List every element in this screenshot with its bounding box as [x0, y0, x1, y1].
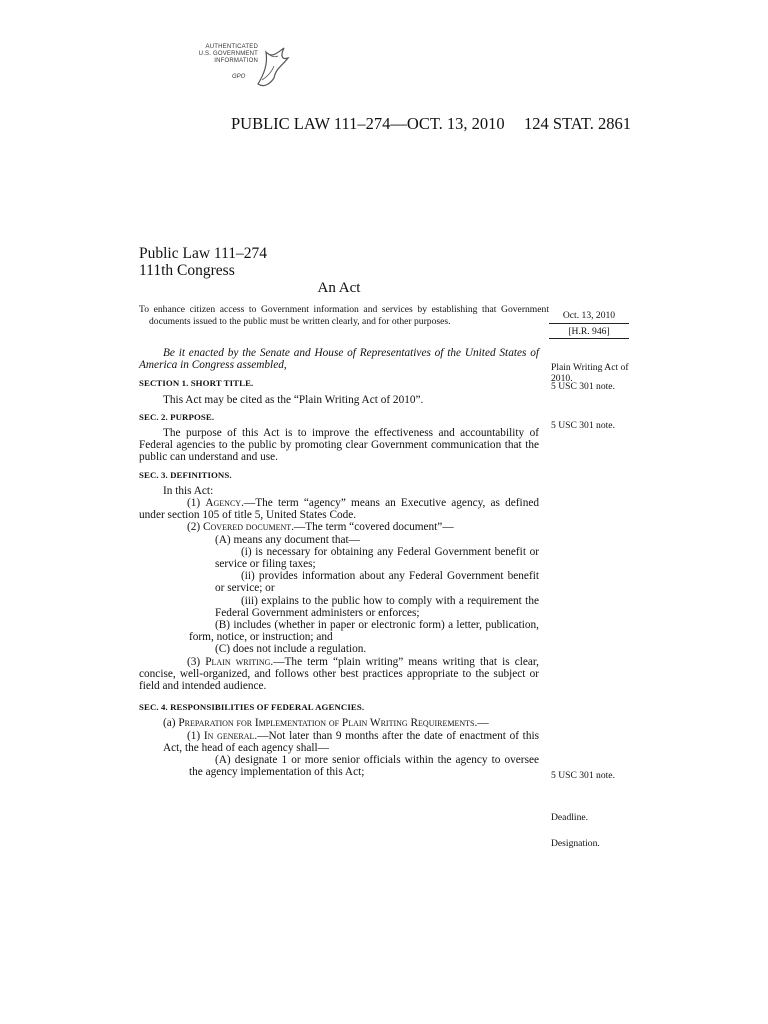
def-3-text: .—The term “plain writing” means writing that is clear, concise, well-organized, and follows other best practices appropriate to the subject or field and intended audience. — [139, 655, 540, 693]
section-3-heading: SEC. 3. DEFINITIONS. — [139, 469, 232, 480]
logo-line-1: AUTHENTICATED — [205, 44, 258, 50]
enactment-date: Oct. 13, 2010 — [562, 310, 616, 321]
def-2-a: (A) means any document that— — [215, 533, 360, 546]
section-2-text: The purpose of this Act is to improve the effectiveness and accountability of Federal agencies to the public by promoting clear Government communication that the public can understand and use. — [139, 427, 539, 464]
def-1-number: (1) — [187, 497, 206, 510]
margin-note-deadline: Deadline. — [551, 812, 589, 823]
sec-4-1-number: (1) — [187, 729, 204, 742]
logo-line-3: INFORMATION — [214, 58, 258, 64]
def-2-a-ii: (ii) provides information about any Federal Government benefit or service; or — [215, 570, 539, 595]
def-3-number: (3) — [187, 655, 206, 668]
act-purpose: To enhance citizen access to Government information and services by establishing that Government documents issued to the public must be written clearly, and for other purposes. — [139, 304, 549, 327]
sec-4-a-term: Preparation for Implementation of Plain Writing Requirements — [178, 717, 475, 730]
section-4-heading: SEC. 4. RESPONSIBILITIES OF FEDERAL AGENCIES. — [139, 702, 365, 713]
running-header-left: PUBLIC LAW 111–274—OCT. 13, 2010 — [231, 114, 505, 133]
logo-line-2: U.S. GOVERNMENT — [198, 51, 258, 57]
eagle-icon — [254, 44, 290, 90]
section-1-text: This Act may be cited as the “Plain Writing Act of 2010”. — [163, 393, 424, 406]
section-4-a-1 — [139, 730, 539, 754]
margin-note-usc-2: 5 USC 301 note. — [551, 420, 615, 431]
sec-4-a-number: (a) — [163, 717, 179, 730]
definition-plain-writing — [139, 656, 539, 693]
margin-note-designation: Designation. — [551, 838, 600, 849]
gpo-authentication-logo — [188, 44, 292, 94]
running-header-right: 124 STAT. 2861 — [524, 114, 632, 133]
act-body — [139, 347, 539, 779]
enacting-clause: Be it enacted by the Senate and House of Representatives of the United States of America in Congress assembled, — [139, 347, 539, 372]
bill-number: [H.R. 946] — [568, 326, 610, 337]
margin-note-short-title: Plain Writing Act of 2010. — [551, 362, 629, 384]
def-1-text: .—The term “agency” means an Executive agency, as defined under section 105 of title 5, United States Code. — [139, 497, 539, 522]
def-2-term: Covered document — [203, 521, 292, 534]
def-2-b: (B) includes (whether in paper or electronic form) a letter, publication, form, notice, or instruction; and — [189, 619, 539, 644]
def-2-a-i: (i) is necessary for obtaining any Federal Government benefit or service or filing taxes; — [215, 545, 539, 571]
definition-covered-document — [139, 521, 539, 533]
law-title-block — [139, 245, 267, 279]
public-law-number: Public Law 111–274 — [139, 245, 268, 262]
section-3-intro: In this Act: — [163, 484, 214, 497]
sec-4-1-text: .—Not later than 9 months after the date of enactment of this Act, the head of each agency shall— — [163, 729, 539, 754]
def-1-term: Agency — [205, 497, 242, 510]
date-bill-box — [549, 310, 629, 339]
definition-agency — [139, 497, 539, 521]
def-2-c: (C) does not include a regulation. — [215, 643, 367, 656]
gpo-label: GPO — [232, 74, 246, 80]
act-heading: An Act — [317, 280, 361, 296]
section-1-heading: SECTION 1. SHORT TITLE. — [139, 378, 254, 389]
margin-note-usc-1: 5 USC 301 note. — [551, 381, 615, 392]
congress-number: 111th Congress — [139, 262, 235, 279]
def-2-number: (2) — [187, 521, 203, 534]
sec-4-1-term: In general — [203, 729, 255, 742]
def-2-text: .—The term “covered document”— — [291, 521, 454, 534]
section-4-a — [139, 717, 539, 729]
margin-note-usc-3: 5 USC 301 note. — [551, 770, 615, 781]
sec-4-a-dash: .— — [474, 717, 489, 730]
logo-text — [188, 44, 258, 65]
def-2-a-iii: (iii) explains to the public how to comply with a requirement the Federal Government administers or enforces; — [215, 594, 539, 619]
section-2-heading: SEC. 2. PURPOSE. — [139, 411, 215, 422]
def-3-term: Plain writing — [205, 655, 271, 668]
section-4-a-1-A: (A) designate 1 or more senior officials within the agency to oversee the agency implementation of this Act; — [189, 754, 539, 779]
